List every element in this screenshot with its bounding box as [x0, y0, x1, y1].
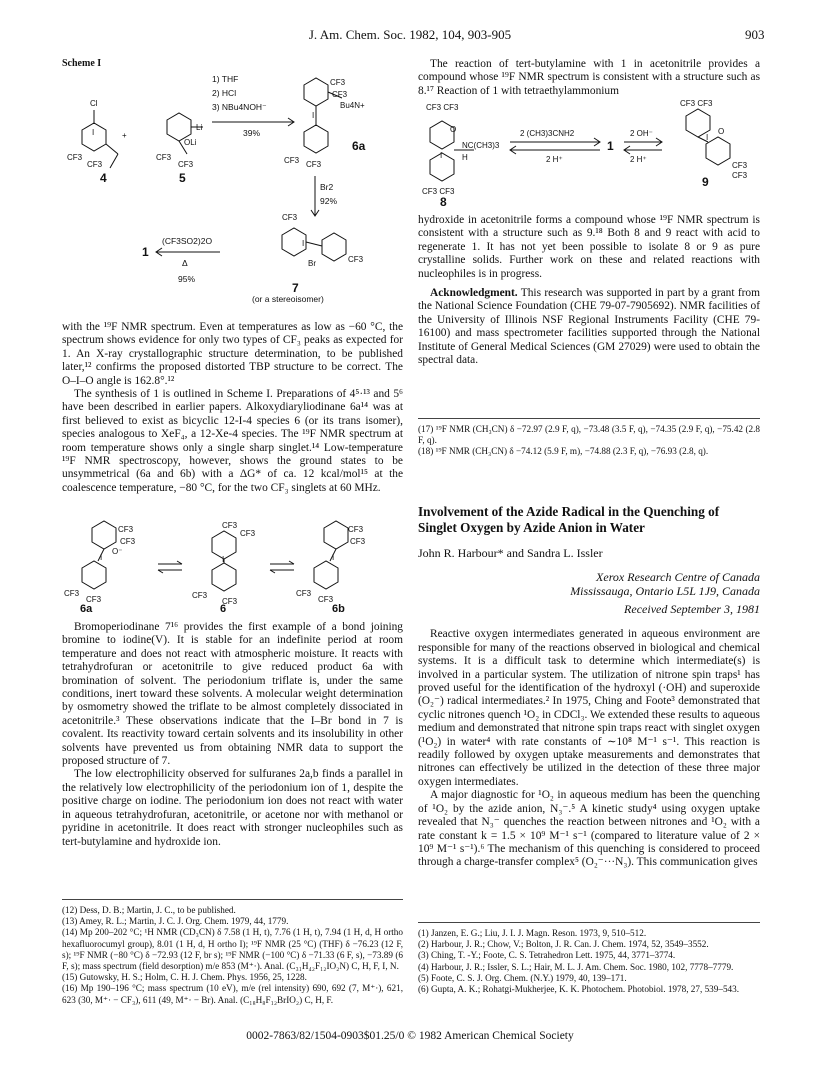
scheme-stereo-note: (or a stereoisomer) — [252, 294, 324, 304]
footnote-16: (16) Mp 190–196 °C; mass spectrum (10 eV), m/e (rel intensity) 690, 692 (7, M⁺·), 621, 623 (30, M⁺· − CF₃), 611 (49, M⁺· − Br). Anal. (C₁₈H₈F₁₂BrIO₂) C, H, F. — [62, 983, 403, 1005]
new-article — [418, 504, 760, 870]
received-date: Received September 3, 1981 — [624, 602, 760, 617]
ref-2: (2) Harbour, J. R.; Chow, V.; Bolton, J. R. Can. J. Chem. 1974, 52, 3549–3552. — [418, 939, 709, 950]
ref-4: (4) Harbour, J. R.; Issler, S. L.; Hair, M. L. J. Am. Chem. Soc. 1980, 102, 7778–7779. — [418, 961, 734, 972]
left-footnotes — [62, 905, 403, 1006]
right-footnotes — [418, 424, 760, 458]
scheme-delta: Δ — [182, 258, 188, 268]
cmpd7-right-ring — [322, 233, 346, 261]
scheme-tf2o: (CF3SO2)2O — [162, 236, 213, 246]
svg-text:Li: Li — [196, 123, 203, 132]
svg-text:I: I — [302, 239, 305, 248]
article-title: Involvement of the Azide Radical in the Quenching of Singlet Oxygen by Azide Anion in Water — [418, 504, 720, 535]
scheme-br2: Br2 — [320, 182, 334, 192]
scheme2-reagent-forward: 2 (CH3)3CNH2 — [520, 129, 575, 138]
label-cmpd-7: 7 — [292, 281, 299, 295]
svg-text:CF3: CF3 — [240, 529, 256, 538]
scheme-step-2: 2) HCl — [212, 88, 237, 98]
footnote-15: (15) Gutowsky, H. S.; Holm, C. H. J. Chem. Phys. 1956, 25, 1228. — [62, 972, 307, 983]
footnote-13: (13) Amey, R. L.; Martin, J. C. J. Org. Chem. 1979, 44, 1779. — [62, 916, 289, 927]
page-footer: 0002-7863/82/1504-0903$01.25/0 © 1982 American Chemical Society — [246, 1030, 574, 1042]
article-authors: John R. Harbour* and Sandra L. Issler — [418, 546, 603, 560]
scheme2-reagent-back: 2 H⁺ — [546, 155, 563, 164]
cmpd6a-upper-ring — [304, 78, 328, 106]
label-eq-6b: 6b — [332, 603, 345, 615]
svg-text:CF3: CF3 — [178, 160, 194, 169]
svg-text:CF3 CF3: CF3 CF3 — [680, 99, 713, 108]
svg-text:CF3: CF3 — [284, 156, 300, 165]
equilibrium-6a-6-6b — [62, 520, 402, 615]
svg-text:Cl: Cl — [90, 99, 98, 108]
scheme-yield-2: 92% — [320, 196, 338, 206]
footnote-rule-left — [62, 899, 403, 900]
affiliation-2: Mississauga, Ontario L5L 1J9, Canada — [570, 584, 760, 599]
ref-3: (3) Ching, T. -Y.; Foote, C. S. Tetrahedron Lett. 1975, 44, 3771–3774. — [418, 950, 676, 961]
svg-text:CF3: CF3 — [67, 153, 83, 162]
left-paragraph-1: with the ¹⁹F NMR spectrum. Even at temperatures as low as −60 °C, the spectrum shows evidence for only two types of CF₃ peaks as expected for 1. An X-ray crystallographic structure determination, to be published later,¹² confirms the proposed distorted TBP structure to be correct. The O–I–O angle is 162.8°.¹² — [62, 321, 403, 387]
svg-text:CF3: CF3 — [64, 589, 80, 598]
right-column-mid — [418, 214, 760, 367]
scheme-step-3: 3) NBu4NOH⁻ — [212, 102, 267, 112]
svg-text:O: O — [450, 125, 457, 134]
article-footnotes — [418, 928, 760, 995]
svg-text:CF3: CF3 — [87, 160, 103, 169]
svg-text:CF3: CF3 — [222, 597, 238, 606]
ref-6: (6) Gupta, A. K.; Rohatgi-Mukherjee, K. K. Photochem. Photobiol. 1978, 27, 539–543. — [418, 984, 740, 995]
footnote-14: (14) Mp 200–202 °C; ¹H NMR (CD₃CN) δ 7.58 (1 H, t), 7.76 (1 H, t), 7.94 (1 H, d, H ortho hexafluorocumyl group), 8.01 (1 H, d, H ortho I); ¹⁹F NMR (25 °C) (THF) δ −76.23 (12 F, s); ¹⁹F NMR (−80 °C) δ −72.93 (12 F, br s); ¹⁹F NMR (−100 °C) δ −71.33 (6 F, s), −73.89 (6 F, s); mass spectrum (field desorption) m/e 853 (M⁺·). Anal. (C₃₁H₄₂F₁₂IO₂N) C, H, F, I, N. — [62, 927, 403, 972]
left-paragraph-2: The synthesis of 1 is outlined in Scheme I. Preparations of 4⁵·¹³ and 5⁶ have been described in earlier papers. Alkoxydiaryliodinane 6a¹⁴ was at first believed to exist as bicyclic 12-I-4 species 6 (or its trans isomer), species analogous to XeF₄, a 12-Xe-4 species. The ¹⁹F NMR spectrum at room temperature shows only a single sharp singlet.¹⁴ Low-temperature ¹⁹F NMR spectroscopy, however, shows the ground states to be unsymmetrical (6a and 6b) with a ΔG* of ca. 12 kcal/mol¹⁵ at the coalescence temperature, −80 °C, for the two CF₃ singlets at 60 MHz. — [62, 388, 403, 494]
label-cmpd-4: 4 — [100, 171, 107, 185]
svg-text:CF3: CF3 — [350, 537, 366, 546]
svg-text:O: O — [718, 127, 725, 136]
svg-text:I: I — [222, 555, 225, 564]
right-paragraph-2: hydroxide in acetonitrile forms a compound whose ¹⁹F NMR spectrum is consistent with a structure such as 9.¹⁸ Both 8 and 9 react with acid to regenerate 1. It has not yet been possible to isolate 8 or 9 as pure crystalline solids. Further work on these and related reactions with nucleophiles is in progress. — [418, 214, 760, 280]
svg-text:I: I — [100, 553, 103, 562]
scheme-yield-3: 95% — [178, 274, 196, 284]
acknowledgment-paragraph — [418, 287, 760, 367]
article-paragraph-2: A major diagnostic for ¹O₂ in aqueous medium has been the quenching of ¹O₂ by the azide anion, N₃⁻.⁵ A kinetic study⁴ using oxygen uptake revealed that N₃⁻ quenches the reaction between nitrones and ¹O₂ with a rate constant k = 1.5 × 10⁹ M⁻¹ s⁻¹ (compared to literature value of 2 × 10⁹ M⁻¹ s⁻¹).⁶ The mechanism of this quenching is considered to proceed through a charge-transfer complex⁵ (O₂⁻···N₃). This communication gives — [418, 789, 760, 869]
svg-text:CF3 CF3: CF3 CF3 — [422, 187, 455, 196]
right-column-top — [418, 58, 760, 98]
footnote-rule-right-2 — [418, 922, 760, 923]
scheme-8-1-9 — [418, 99, 760, 209]
svg-text:CF3: CF3 — [318, 595, 334, 604]
left-column-text-2 — [62, 621, 403, 849]
label-eq-6: 6 — [220, 603, 227, 615]
svg-text:Bu4N+: Bu4N+ — [340, 101, 365, 110]
scheme-step-1: 1) THF — [212, 74, 239, 84]
scheme2-label-8: 8 — [440, 195, 447, 209]
svg-text:CF3: CF3 — [332, 90, 348, 99]
svg-text:CF3: CF3 — [192, 591, 208, 600]
affiliation-1: Xerox Research Centre of Canada — [596, 570, 760, 585]
svg-text:Br: Br — [308, 259, 316, 268]
svg-text:CF3: CF3 — [732, 171, 748, 180]
svg-text:CF3: CF3 — [156, 153, 172, 162]
label-cmpd-5: 5 — [179, 171, 186, 185]
svg-text:I: I — [706, 133, 709, 142]
svg-text:I: I — [312, 111, 315, 120]
left-paragraph-3: Bromoperiodinane 7¹⁶ provides the first example of a bond joining bromine to iodine(V). It is stable for an indefinite period at room temperature and does not react with atmospheric moisture. It reacts with tetrahydrofuran or acetonitrile to give reduced product 6a with bromination of solvent. The periodonium triflate is, under the same conditions, inert toward these solvents. A molecular weight determination by osmometry showed the triflate to be almost completely dissociated in acetonitrile.³ These observations indicate that the I–Br bond in 7 is covalent. Its reactivity toward certain solvents and its insolubility in other solvents have prevented us from obtaining NMR data to support the proposed structure of 7. — [62, 621, 403, 768]
footnote-18: (18) ¹⁹F NMR (CH₃CN) δ −74.12 (5.9 F, m), −74.88 (2.3 F, q), −76.93 (2.8, q). — [418, 446, 709, 457]
cmpd6a-lower-ring — [304, 125, 328, 153]
svg-text:CF3: CF3 — [348, 255, 364, 264]
scheme-1-figure — [62, 70, 402, 310]
footnote-12: (12) Dess, D. B.; Martin, J. C., to be published. — [62, 905, 236, 915]
svg-text:I: I — [332, 553, 335, 562]
svg-text:O⁻: O⁻ — [112, 547, 123, 556]
ref-5: (5) Foote, C. S. J. Org. Chem. (N.Y.) 1979, 40, 139–171. — [418, 972, 627, 983]
ref-1: (1) Janzen, E. G.; Liu, J. I. J. Magn. Reson. 1973, 9, 510–512. — [418, 928, 647, 938]
svg-text:OLi: OLi — [184, 138, 197, 147]
acknowledgment-text: This research was supported in part by a grant from the National Science Foundation (CHE 79-07-7905692). NMR facilities of the University of Illinois NSF Regional Instruments Facility (CHE 79-16100) and mass spectrometer facilities supported through the National Institute of General Medical Sciences (GM 27029) were used to obtain the spectral data. — [418, 287, 760, 367]
scheme2-reagent-back-2: 2 H⁺ — [630, 155, 647, 164]
svg-text:CF3 CF3: CF3 CF3 — [426, 103, 459, 112]
acknowledgment-heading: Acknowledgment. — [430, 287, 518, 300]
label-cmpd-6a: 6a — [352, 139, 366, 153]
footnote-rule-right — [418, 418, 760, 419]
svg-text:I: I — [440, 151, 443, 160]
svg-text:CF3: CF3 — [282, 213, 298, 222]
svg-text:CF3: CF3 — [330, 78, 346, 87]
footnote-17: (17) ¹⁹F NMR (CH₃CN) δ −72.97 (2.9 F, q), −73.48 (3.5 F, q), −74.35 (2.9 F, q), −75.42 (2.8 F, q). — [418, 424, 760, 446]
scheme2-nc-label: NC(CH3)3 — [462, 141, 500, 150]
svg-text:H: H — [462, 153, 468, 162]
svg-text:CF3: CF3 — [306, 160, 322, 169]
svg-text:CF3: CF3 — [296, 589, 312, 598]
scheme2-label-1: 1 — [607, 139, 614, 153]
svg-text:CF3: CF3 — [120, 537, 136, 546]
svg-text:CF3: CF3 — [732, 161, 748, 170]
scheme2-label-9: 9 — [702, 175, 709, 189]
svg-text:CF3: CF3 — [222, 521, 238, 530]
label-cmpd-1: 1 — [142, 245, 149, 259]
article-paragraph-1: Reactive oxygen intermediates generated in aqueous environment are responsible for many of the reactions observed in biological and chemical systems. It is a difficult task to determine which intermediate(s) is involved in a particular system. The utilization of nitrone spin traps¹ has proved useful for the identification of the hydroxyl (·OH) and superoxide (O₂⁻) radical intermediates.² In 1975, Ching and Foote³ demonstrated that cyclic nitrones quench ¹O₂ in CDCl₃. We extended these results to aqueous medium and demonstrated that nitrone spin traps react with singlet oxygen (¹O₂) in water⁴ with rate constants of ∼10⁸ M⁻¹ s⁻¹. This reaction is readily followed by oxygen uptake measurements and demonstrates that nitrones can effectively be utilized in the detection of these three major oxygen intermediates. — [418, 628, 760, 788]
left-column-text — [62, 321, 403, 495]
scheme2-reagent-forward-2: 2 OH⁻ — [630, 129, 653, 138]
scheme-yield-1: 39% — [243, 128, 261, 138]
label-eq-6a: 6a — [80, 603, 93, 615]
plus-sign: + — [122, 131, 127, 140]
svg-text:CF3: CF3 — [348, 525, 364, 534]
svg-text:CF3: CF3 — [86, 595, 102, 604]
right-paragraph-1: The reaction of tert-butylamine with 1 in acetonitrile provides a compound whose ¹⁹F NMR spectrum is consistent with a structure such as 8.¹⁷ Reaction of 1 with tetraethylammonium — [418, 58, 760, 97]
scheme-label: Scheme I — [62, 58, 102, 69]
cmpd5-benzene-ring — [167, 113, 191, 141]
svg-text:I: I — [92, 128, 95, 137]
svg-text:CF3: CF3 — [118, 525, 134, 534]
running-header: J. Am. Chem. Soc. 1982, 104, 903-905 — [308, 27, 512, 42]
page-number: 903 — [745, 27, 765, 42]
left-paragraph-4: The low electrophilicity observed for sulfuranes 2a,b finds a parallel in the relatively low electrophilicity of the periodonium ion of 1, despite the positive charge on iodine. The periodonium ion does not react with water in aqueous tetrahydrofuran, acetonitrile, or acetone nor with methanol or pyridine in acetonitrile. It does react with stronger nucleophiles such as tert-butylamine and hydroxide ion. — [62, 768, 403, 848]
